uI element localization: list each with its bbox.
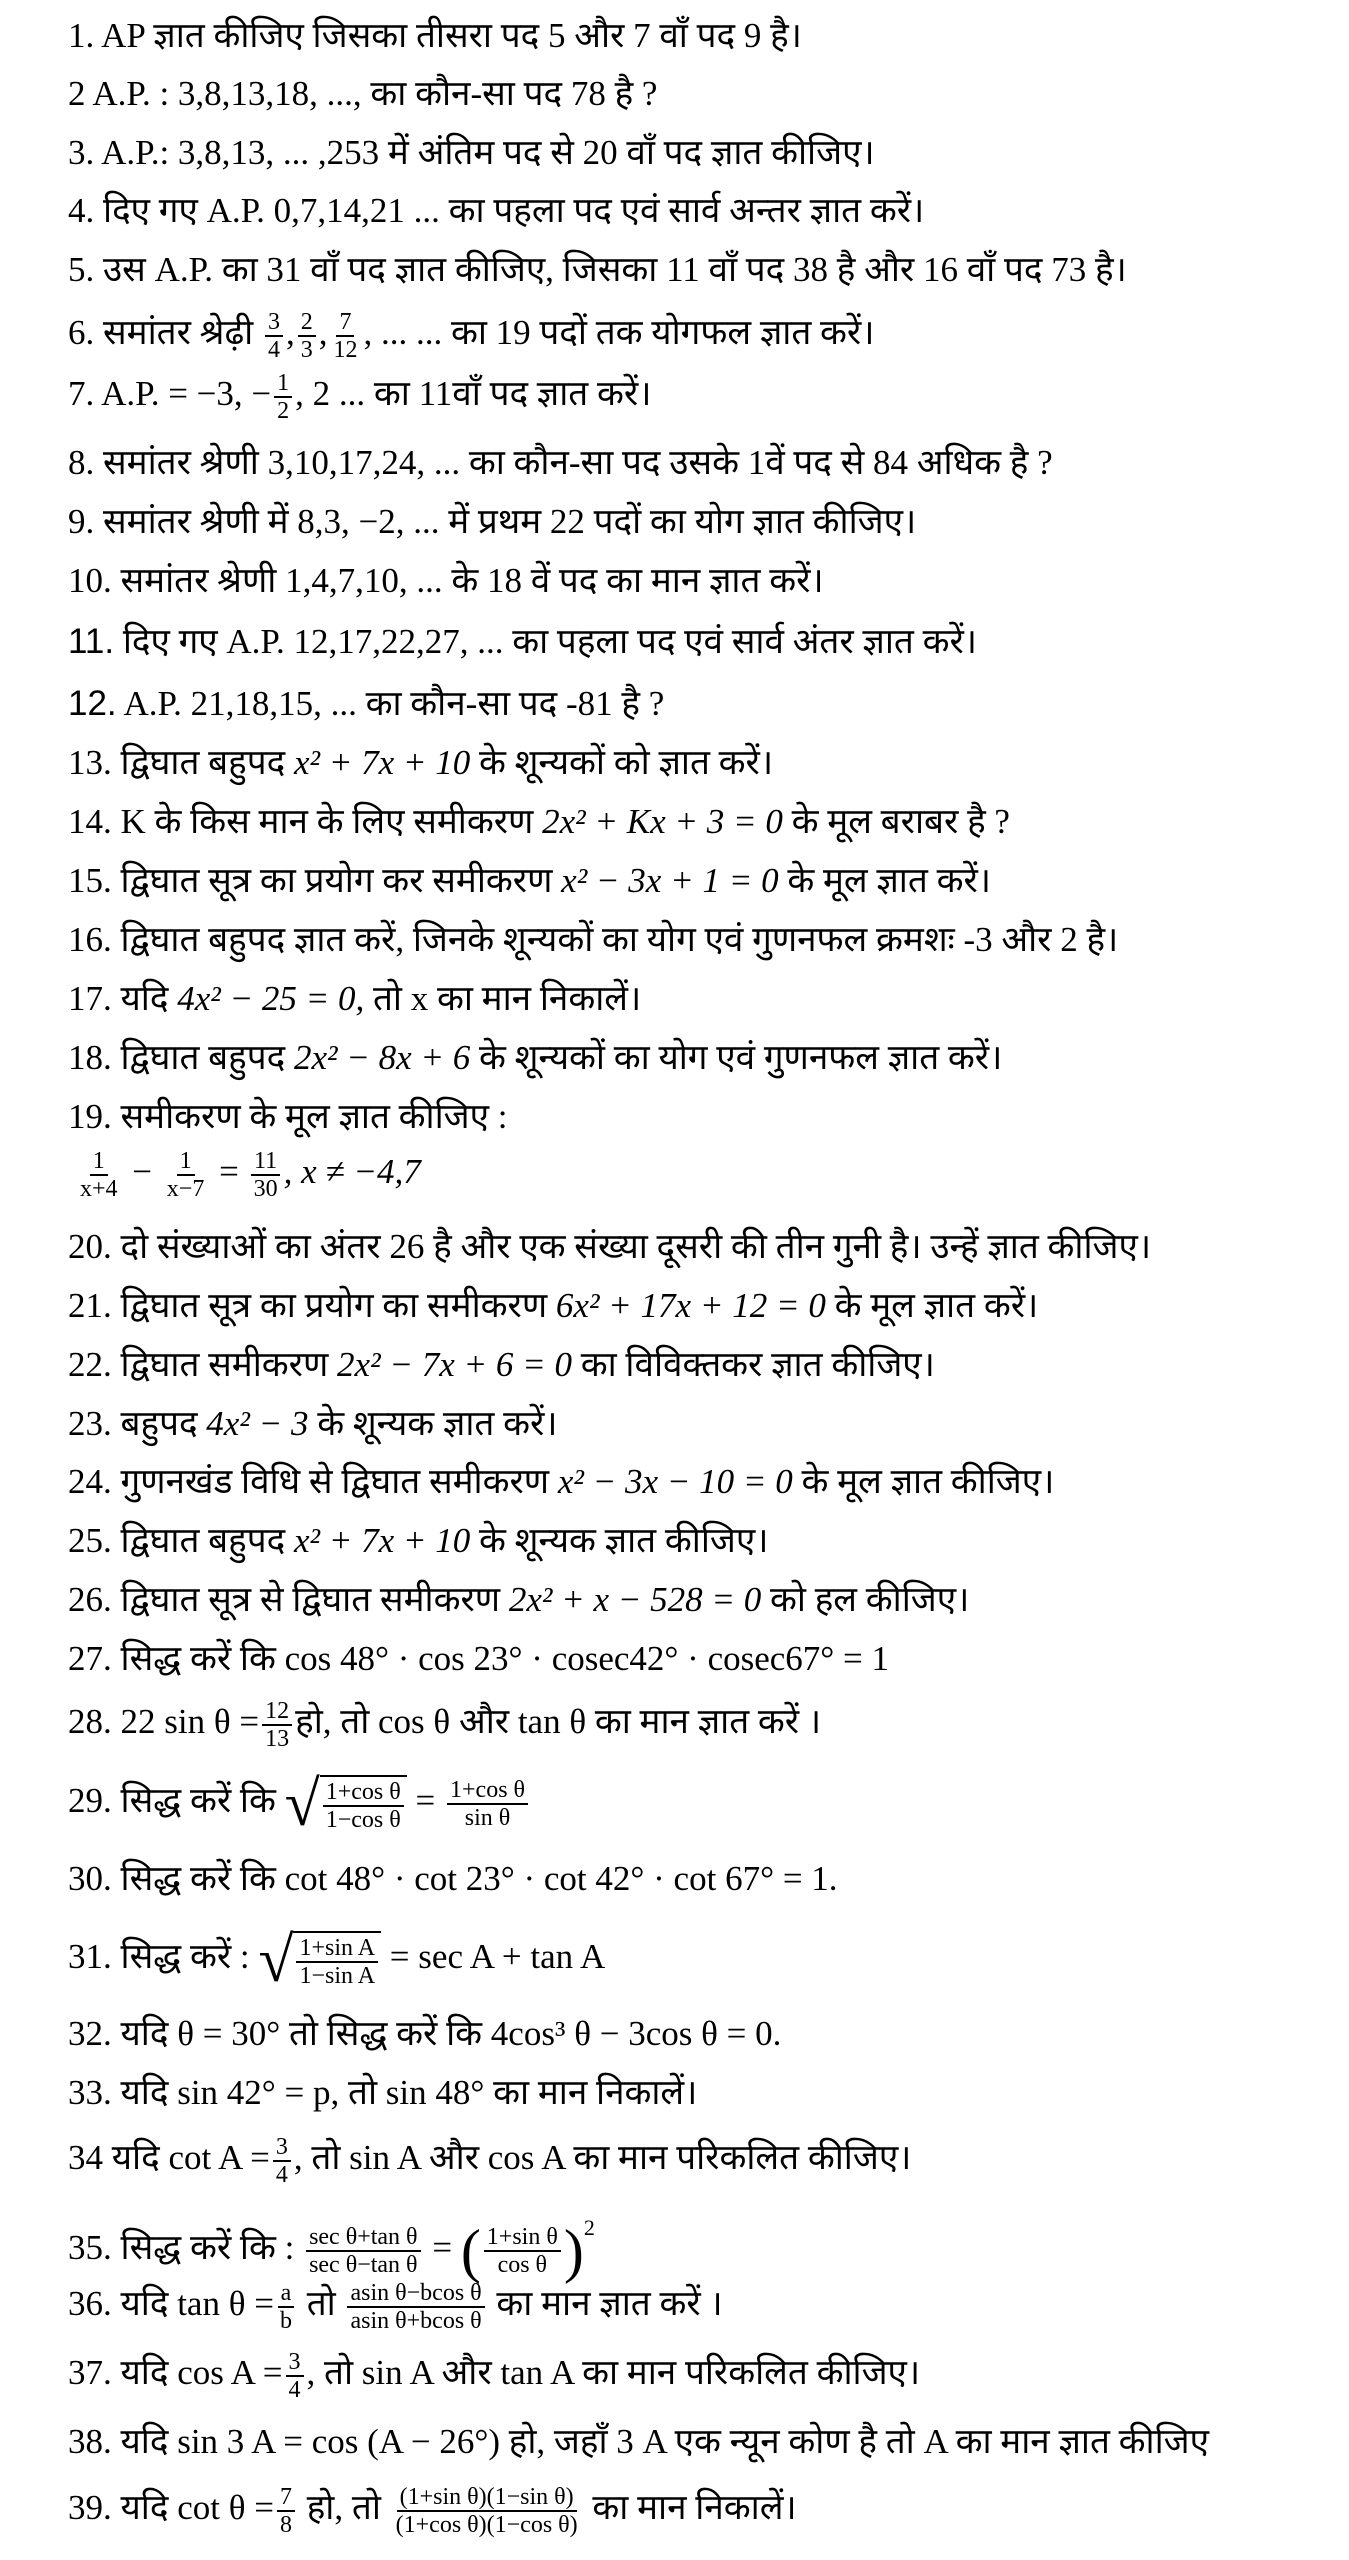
fraction: $\frac{\text{1+cos θ}}{\text{sin θ}}$ (447, 1777, 528, 1831)
square-root: √ $\frac{\text{1+cos θ}}{\text{1−cos θ}}$ (285, 1772, 407, 1836)
fraction: $\frac{12}{13}$ (262, 1698, 292, 1752)
question-33: 33. यदि sin 42° = p, तो sin 48° का मान निकालें। (68, 2073, 698, 2112)
fraction: $\frac{a}{b}$ (277, 2280, 295, 2334)
question-25: 25. द्विघात बहुपद x² + 7x + 10 के शून्यक ज्ञात कीजिए। (68, 1521, 769, 1560)
question-17: 17. यदि 4x² − 25 = 0, तो x का मान निकालें। (68, 979, 642, 1018)
fraction: $\frac{1}{x+4}$ (80, 1148, 118, 1202)
question-27: 27. सिद्ध करें कि cos 48° · cos 23° · cosec42° · cosec67° = 1 (68, 1639, 890, 1678)
question-37: 37. यदि cos A = $\frac{3}{4}$ , तो sin A और tan A का मान परिकलित कीजिए। (68, 2349, 921, 2403)
question-34: 34 यदि cot A = $\frac{3}{4}$ , तो sin A और cos A का मान परिकलित कीजिए। (68, 2134, 912, 2188)
fraction: $\frac{11}{30}$ (251, 1148, 281, 1202)
fraction: sec θ+tan θ sec θ−tan θ (306, 2224, 421, 2278)
question-32: 32. यदि θ = 30° तो सिद्ध करें कि 4cos³ θ − 3cos θ = 0. (68, 2014, 782, 2053)
question-8: 8. समांतर श्रेणी 3,10,17,24, ... का कौन-सा पद उसके 1वें पद से 84 अधिक है ? (68, 443, 1053, 482)
question-15: 15. द्विघात सूत्र का प्रयोग कर समीकरण x² − 3x + 1 = 0 के मूल ज्ञात करें। (68, 861, 992, 900)
question-14: 14. K के किस मान के लिए समीकरण 2x² + Kx + 3 = 0 के मूल बराबर है ? (68, 802, 1010, 841)
question-4: 4. दिए गए A.P. 0,7,14,21 ... का पहला पद एवं सार्व अन्तर ज्ञात करें। (68, 191, 925, 230)
question-20: 20. दो संख्याओं का अंतर 26 है और एक संख्या दूसरी की तीन गुनी है। उन्हें ज्ञात कीजिए। (68, 1227, 1152, 1266)
question-31: 31. सिद्ध करें : √ $\frac{\text{1+sin A}}{\text{1−sin A}}$ = sec A + tan A (68, 1924, 606, 1995)
question-10: 10. समांतर श्रेणी 1,4,7,10, ... के 18 वें पद का मान ज्ञात करें। (68, 561, 824, 600)
question-26: 26. द्विघात सूत्र से द्विघात समीकरण 2x² + x − 528 = 0 को हल कीजिए। (68, 1580, 970, 1619)
question-13: 13. द्विघात बहुपद x² + 7x + 10 के शून्यकों को ज्ञात करें। (68, 743, 774, 782)
question-18: 18. द्विघात बहुपद 2x² − 8x + 6 के शून्यकों का योग एवं गुणनफल ज्ञात करें। (68, 1038, 1003, 1077)
question-19: 19. समीकरण के मूल ज्ञात कीजिए : (68, 1097, 508, 1136)
question-38: 38. यदि sin 3 A = cos (A − 26°) हो, जहाँ 3 A एक न्यून कोण है तो A का मान ज्ञात कीजिए (68, 2422, 1209, 2461)
question-24: 24. गुणनखंड विधि से द्विघात समीकरण x² − 3x − 10 = 0 के मूल ज्ञात कीजिए। (68, 1462, 1055, 1501)
question-2: 2 A.P. : 3,8,13,18, ..., का कौन-सा पद 78 है ? (68, 74, 658, 113)
fraction: $\frac{\text{(1+sin θ)(1−sin θ)}}{\text{(1+cos θ)(1−cos θ)}}$ (395, 2484, 578, 2538)
fraction: $\frac{2}{3}$ (298, 309, 316, 363)
question-21: 21. द्विघात सूत्र का प्रयोग का समीकरण 6x² + 17x + 12 = 0 के मूल ज्ञात करें। (68, 1286, 1039, 1325)
question-29: 29. सिद्ध करें कि √ $\frac{\text{1+cos θ}}{\text{1−cos θ}}$ = $\frac{\text{1+cos θ}}{\text{sin θ}}$ (68, 1772, 531, 1836)
question-1: 1. AP ज्ञात कीजिए जिसका तीसरा पद 5 और 7 वाँ पद 9 है। (68, 16, 802, 55)
fraction: $\frac{7}{8}$ (277, 2484, 295, 2538)
fraction: $\frac{7}{12}$ (333, 309, 358, 363)
question-16: 16. द्विघात बहुपद ज्ञात करें, जिनके शून्यकों का योग एवं गुणनफल क्रमशः -3 और 2 है। (68, 920, 1119, 959)
fraction: $\frac{\text{1+sin θ}}{\text{cos θ}}$ (484, 2224, 561, 2278)
square-root: √ $\frac{\text{1+sin A}}{\text{1−sin A}}$ (258, 1928, 381, 1992)
question-9: 9. समांतर श्रेणी में 8,3, −2, ... में प्रथम 22 पदों का योग ज्ञात कीजिए। (68, 502, 917, 541)
question-22: 22. द्विघात समीकरण 2x² − 7x + 6 = 0 का विविक्तकर ज्ञात कीजिए। (68, 1345, 935, 1384)
fraction: $\frac{\text{asin θ−bcos θ}}{\text{asin θ+bcos θ}}$ (347, 2280, 484, 2334)
question-12: 12. A.P. 21,18,15, ... का कौन-सा पद -81 है ? (68, 684, 665, 723)
fraction: $\frac{1}{x-7}$ (166, 1148, 205, 1202)
fraction: $\frac{3}{4}$ (265, 309, 283, 363)
question-35: 35. सिद्ध करें कि : sec θ+tan θ sec θ−tan θ = ( $\frac{\text{1+sin θ}}{\text{cos θ}}$ )$^2$ (68, 2215, 595, 2284)
fraction: $\frac{\text{1+cos θ}}{\text{1−cos θ}}$ (323, 1779, 404, 1833)
question-3: 3. A.P.: 3,8,13, ... ,253 में अंतिम पद से 20 वाँ पद ज्ञात कीजिए। (68, 133, 875, 172)
question-28: 28. 22 sin θ = $\frac{12}{13}$ हो, तो cos θ और tan θ का मान ज्ञात करें । (68, 1698, 822, 1752)
question-23: 23. बहुपद 4x² − 3 के शून्यक ज्ञात करें। (68, 1404, 558, 1443)
question-39: 39. यदि cot θ = $\frac{7}{8}$ हो, तो $\frac{\text{(1+sin θ)(1−sin θ)}}{\text{(1+cos θ)(1−cos θ)}}$ का मान निकालें। (68, 2484, 797, 2538)
question-6: 6. समांतर श्रेढ़ी $\frac{3}{4}$ , $\frac{2}{3}$ , $\frac{7}{12}$ , ... ... का 19 पदों तक योगफल ज्ञात करें। (68, 309, 875, 363)
question-19-equation: $\frac{1}{x+4}$ − $\frac{1}{x-7}$ = $\frac{11}{30}$ , x ≠ −4,7 (74, 1148, 421, 1202)
fraction: $\frac{1}{2}$ (274, 370, 292, 424)
question-5: 5. उस A.P. का 31 वाँ पद ज्ञात कीजिए, जिसका 11 वाँ पद 38 है और 16 वाँ पद 73 है। (68, 250, 1127, 289)
fraction: $\frac{\text{1+sin A}}{\text{1−sin A}}$ (296, 1935, 378, 1989)
question-36: 36. यदि tan θ = $\frac{a}{b}$ तो $\frac{\text{asin θ−bcos θ}}{\text{asin θ+bcos θ}}$ का मान ज्ञात करें । (68, 2280, 723, 2334)
question-11: 11. दिए गए A.P. 12,17,22,27, ... का पहला पद एवं सार्व अंतर ज्ञात करें। (68, 622, 978, 661)
question-30: 30. सिद्ध करें कि cot 48° · cot 23° · cot 42° · cot 67° = 1. (68, 1859, 838, 1898)
question-7: 7. A.P. = −3, − $\frac{1}{2}$ , 2 ... का 11वाँ पद ज्ञात करें। (68, 370, 652, 424)
fraction: $\frac{3}{4}$ (286, 2349, 304, 2403)
fraction: $\frac{3}{4}$ (273, 2134, 291, 2188)
